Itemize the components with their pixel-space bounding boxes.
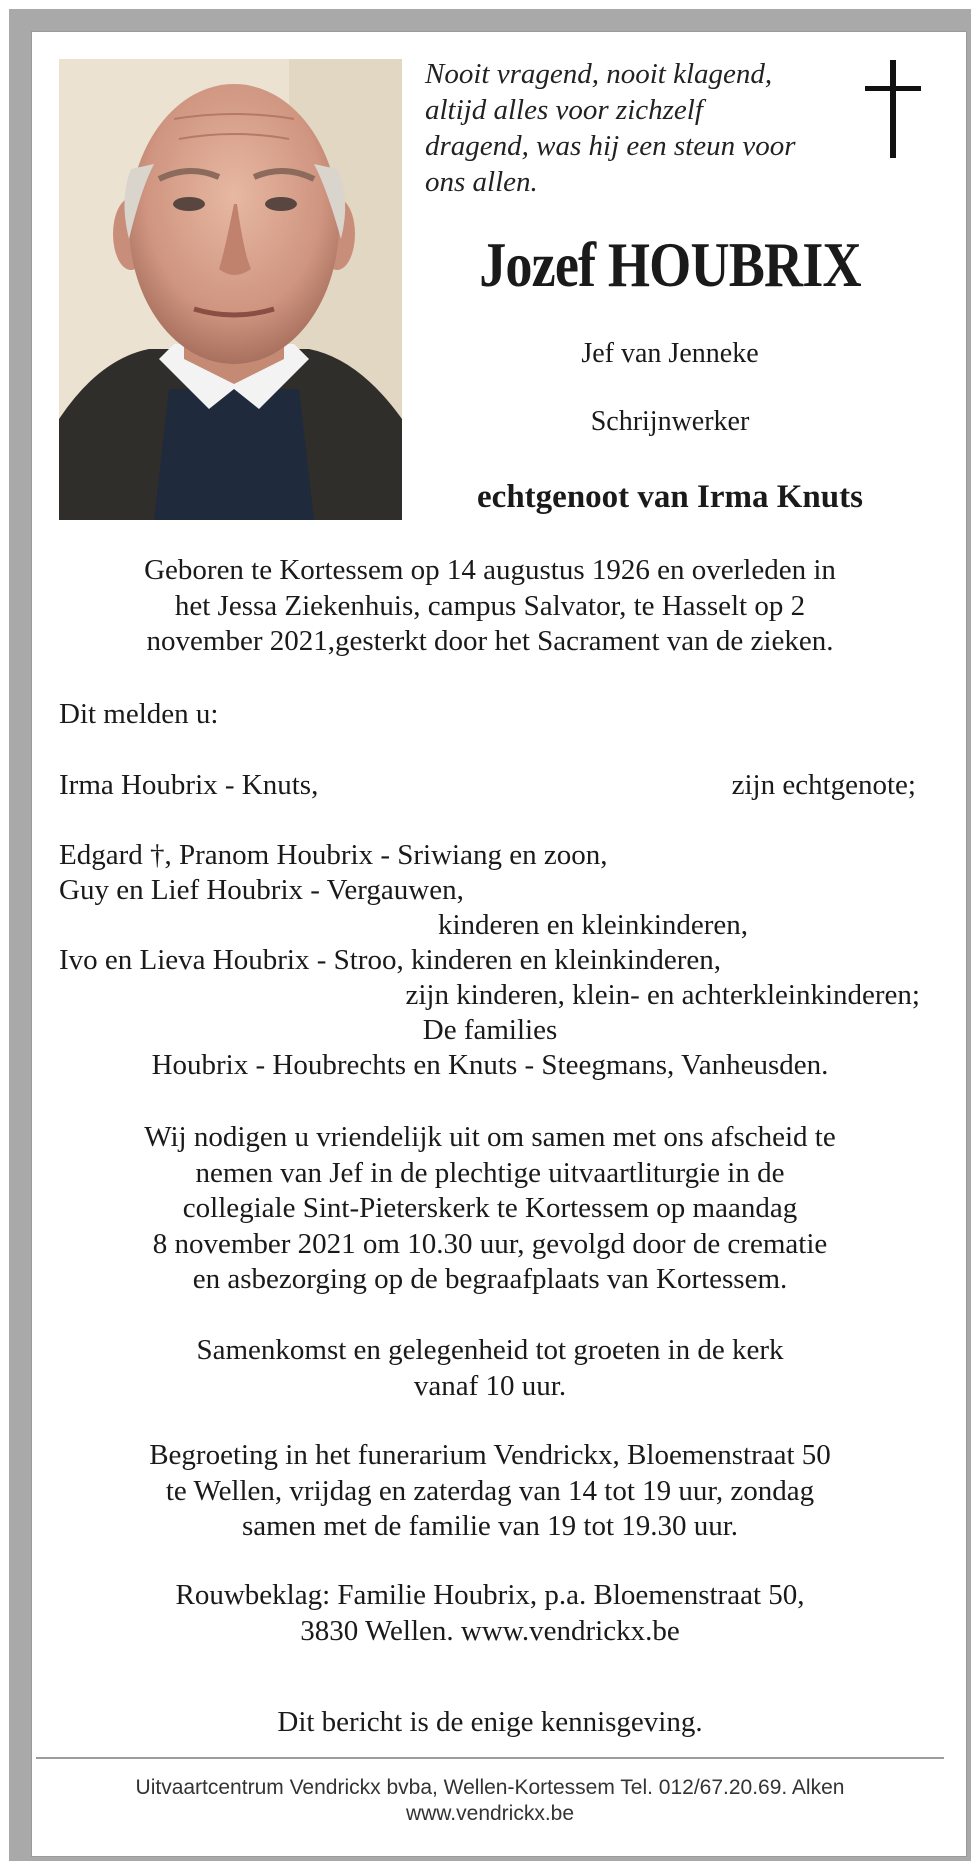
portrait-photo <box>59 59 402 520</box>
mourner-line-4: Ivo en Lieva Houbrix - Stroo, kinderen en kleinkinderen, <box>59 944 721 976</box>
gathering-paragraph: Samenkomst en gelegenheid tot groeten in de kerk vanaf 10 uur. <box>196 1334 784 1402</box>
deceased-name: Jozef HOUBRIX <box>479 230 861 300</box>
funeral-paragraph: Wij nodigen u vriendelijk uit om samen met ons afscheid te nemen van Jef in de plechtige uitvaartliturgie in de collegiale Sint-Pieterskerk te Kortessem op maandag 8 november 2021 om 10.30 uur, gevolgd door de crematie en asbezorging op de begraafplaats van Kortessem. <box>144 1121 836 1295</box>
spouse-line: echtgenoot van Irma Knuts <box>477 479 863 515</box>
condolence-paragraph: Rouwbeklag: Familie Houbrix, p.a. Bloemenstraat 50, 3830 Wellen. www.vendrickx.be <box>175 1579 805 1647</box>
occupation: Schrijnwerker <box>590 406 750 437</box>
footer-line-2: www.vendrickx.be <box>405 1802 575 1825</box>
nickname: Jef van Jenneke <box>581 338 759 369</box>
notice-line: Dit bericht is de enige kennisgeving. <box>277 1706 703 1738</box>
wife-role: zijn echtgenote; <box>731 769 916 801</box>
footer-divider <box>36 1757 944 1759</box>
mourner-line-7: Houbrix - Houbrechts en Knuts - Steegmans, Vanheusden. <box>151 1049 829 1081</box>
cross-icon <box>863 60 923 160</box>
mourner-line-5: zijn kinderen, klein- en achterkleinkinderen; <box>405 979 920 1011</box>
mourner-line-2: Guy en Lief Houbrix - Vergauwen, <box>59 874 464 906</box>
announce-intro: Dit melden u: <box>59 698 219 730</box>
memorial-poem: Nooit vragend, nooit klagend, altijd alles voor zichzelf dragend, was hij een steun voor ons allen. <box>425 58 796 198</box>
mourner-line-3: kinderen en kleinkinderen, <box>438 909 749 941</box>
mourner-line-1: Edgard †, Pranom Houbrix - Sriwiang en zoon, <box>59 839 608 871</box>
mourner-line-6: De families <box>422 1014 558 1046</box>
footer-line-1: Uitvaartcentrum Vendrickx bvba, Wellen-Kortessem Tel. 012/67.20.69. Alken <box>135 1776 845 1799</box>
wife-name: Irma Houbrix - Knuts, <box>59 769 319 801</box>
visitation-paragraph: Begroeting in het funerarium Vendrickx, Bloemenstraat 50 te Wellen, vrijdag en zaterdag van 14 tot 19 uur, zondag samen met de familie van 19 tot 19.30 uur. <box>149 1439 831 1542</box>
birth-death-paragraph: Geboren te Kortessem op 14 augustus 1926 en overleden in het Jessa Ziekenhuis, campus Salvator, te Hasselt op 2 november 2021,gesterkt door het Sacrament van de zieken. <box>144 554 836 657</box>
footer <box>36 1775 944 1827</box>
